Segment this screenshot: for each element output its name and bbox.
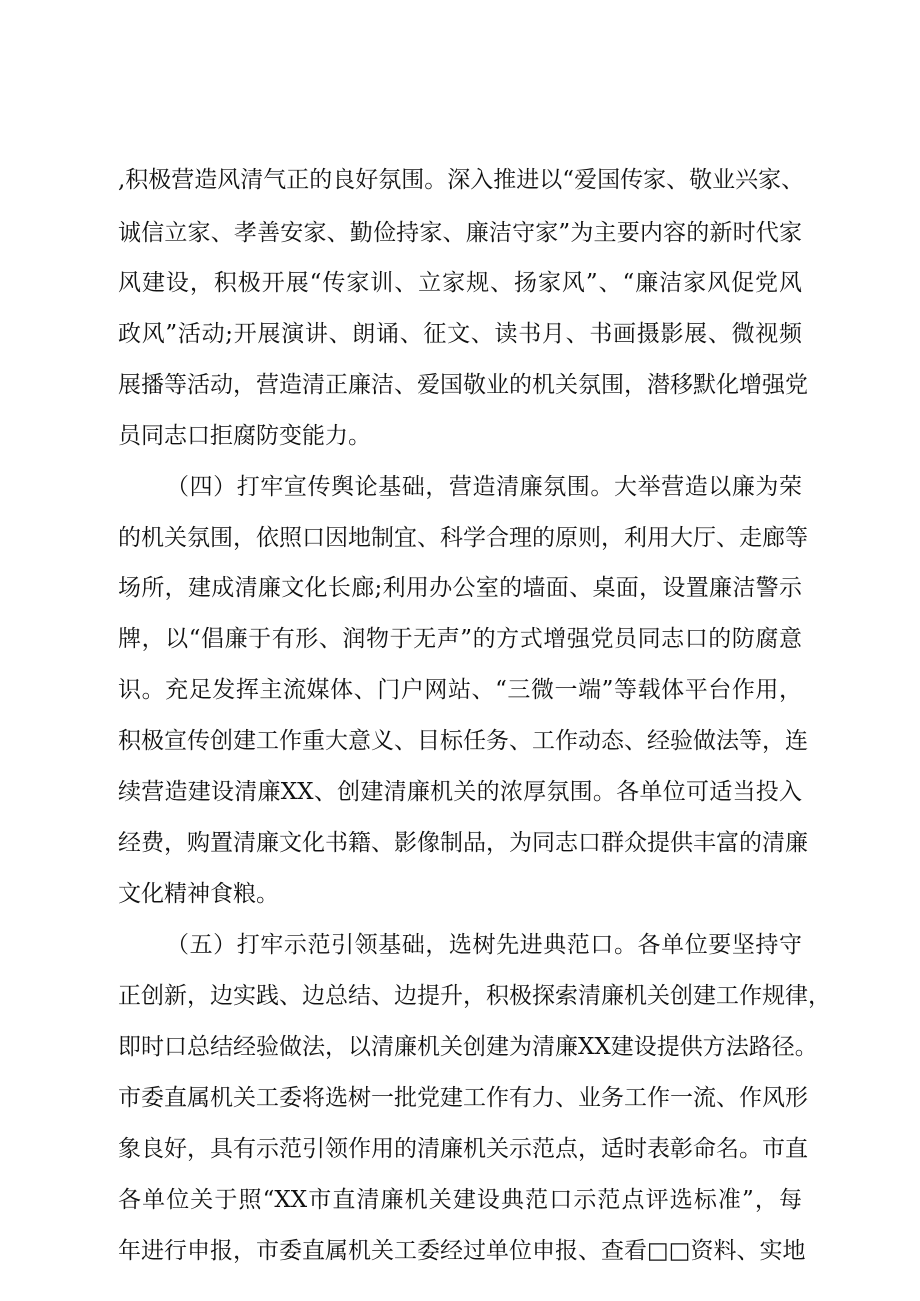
p2-line-5: 识。充足发挥主流媒体、门户网站、“三微一端”等载体平台作用， (118, 677, 802, 703)
p2-line-9: 文化精神食粮。 (118, 881, 279, 907)
p1-line-1: ,积极营造风清气正的良好氛围。深入推进以“爱国传家、敬业兴家、 (118, 167, 805, 193)
p3-line-1: （五）打牢示范引领基础，选树先进典范口。各单位要坚持守 (166, 932, 802, 958)
p3-line-6: 各单位关于照“XX市直清廉机关建设典范口示范点评选标准”，每 (118, 1187, 802, 1213)
p2-line-2: 的机关氛围，依照口因地制宜、科学合理的原则，利用大厅、走廊等 (118, 525, 808, 551)
p1-line-6: 员同志口拒腐防变能力。 (118, 423, 371, 449)
p2-line-1: （四）打牢宣传舆论基础，营造清廉氛围。大举营造以廉为荣 (166, 474, 802, 500)
p3-line-4: 市委直属机关工委将选树一批党建工作有力、业务工作一流、作风形 (118, 1085, 808, 1111)
p3-line-2: 正创新，边实践、边总结、边提升，积极探索清廉机关创建工作规律， (118, 983, 831, 1009)
p1-line-3: 风建设，积极开展“传家训、立家规、扬家风”、“廉洁家风促党风 (118, 270, 802, 296)
p2-line-8: 经费，购置清廉文化书籍、影像制品，为同志口群众提供丰富的清廉 (118, 830, 808, 856)
p3-line-5: 象良好，具有示范引领作用的清廉机关示范点，适时表彰命名。市直 (118, 1136, 808, 1162)
p1-line-5: 展播等活动，营造清正廉洁、爱国敬业的机关氛围，潜移默化增强党 (118, 372, 808, 398)
p3-line-3: 即时口总结经验做法，以清廉机关创建为清廉XX建设提供方法路径。 (118, 1034, 818, 1060)
p1-line-2: 诚信立家、孝善安家、勤俭持家、廉洁守家”为主要内容的新时代家 (118, 220, 802, 246)
p1-line-4: 政风”活动;开展演讲、朗诵、征文、读书月、书画摄影展、微视频 (118, 321, 802, 347)
p2-line-3: 场所，建成清廉文化长廊;利用办公室的墙面、桌面，设置廉洁警示 (118, 575, 802, 601)
p2-line-4: 牌，以“倡廉于有形、润物于无声”的方式增强党员同志口的防腐意 (118, 626, 802, 652)
p2-line-6: 积极宣传创建工作重大意义、目标任务、工作动态、经验做法等，连 (118, 728, 808, 754)
p3-line-7: 年进行申报，市委直属机关工委经过单位申报、查看□□资料、实地 (118, 1238, 806, 1264)
p2-line-7: 续营造建设清廉XX、创建清廉机关的浓厚氛围。各单位可适当投入 (118, 779, 802, 805)
